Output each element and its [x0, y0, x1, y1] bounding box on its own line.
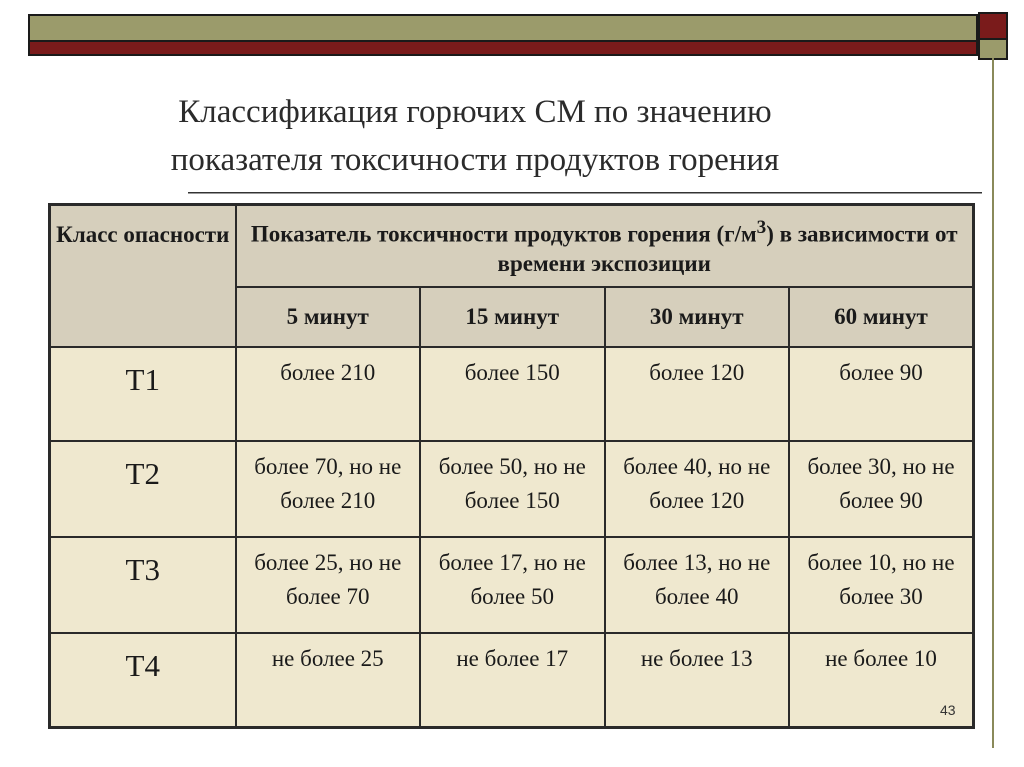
value-cell: более 17, но не более 50 — [420, 537, 605, 633]
slide-title-line2: показателя токсичности продуктов горения — [170, 142, 780, 178]
value-cell: более 30, но не более 90 — [789, 441, 974, 537]
corner-square-maroon — [978, 12, 1008, 40]
value-cell: более 13, но не более 40 — [605, 537, 790, 633]
header-main-cell — [236, 205, 974, 288]
class-cell: Т4 — [50, 633, 236, 728]
table-row — [50, 347, 974, 441]
value-cell: более 120 — [605, 347, 790, 441]
value-cell: более 40, но не более 120 — [605, 441, 790, 537]
class-cell: Т3 — [50, 537, 236, 633]
title-underline — [188, 192, 982, 194]
value-cell: не более 17 — [420, 633, 605, 728]
value-cell: не более 25 — [236, 633, 421, 728]
slide-title — [40, 88, 910, 184]
header-class-cell — [50, 205, 236, 348]
table-row — [50, 633, 974, 728]
header-main-sup: 3 — [756, 216, 767, 238]
value-cell: не более 13 — [605, 633, 790, 728]
header-main-suffix: ) в зависимости от времени экспозиции — [497, 221, 958, 277]
column-header-30min: 30 минут — [605, 287, 790, 347]
column-header-5min: 5 минут — [236, 287, 421, 347]
top-decor-maroon-stripe — [30, 40, 976, 54]
value-cell: более 10, но не более 30 — [789, 537, 974, 633]
top-decor-bar — [28, 14, 978, 56]
right-vertical-line — [992, 58, 994, 748]
page-number: 43 — [940, 702, 956, 718]
class-cell: Т2 — [50, 441, 236, 537]
corner-square-olive — [978, 38, 1008, 60]
value-cell: более 25, но не более 70 — [236, 537, 421, 633]
slide-title-line1: Классификация горючих СМ по значению — [178, 94, 772, 130]
top-decor-olive-stripe — [30, 16, 976, 40]
column-header-60min: 60 минут — [789, 287, 974, 347]
value-cell: более 90 — [789, 347, 974, 441]
table-row — [50, 537, 974, 633]
value-cell: более 70, но не более 210 — [236, 441, 421, 537]
header-main-prefix: Показатель токсичности продуктов горения (г/м — [250, 221, 757, 247]
table-row — [50, 441, 974, 537]
class-cell: Т1 — [50, 347, 236, 441]
header-class-label: Класс опасности — [56, 222, 230, 247]
column-header-15min: 15 минут — [420, 287, 605, 347]
value-cell: более 150 — [420, 347, 605, 441]
value-cell: более 210 — [236, 347, 421, 441]
toxicity-table — [48, 203, 975, 729]
value-cell: более 50, но не более 150 — [420, 441, 605, 537]
value-cell: не более 10 — [789, 633, 974, 728]
